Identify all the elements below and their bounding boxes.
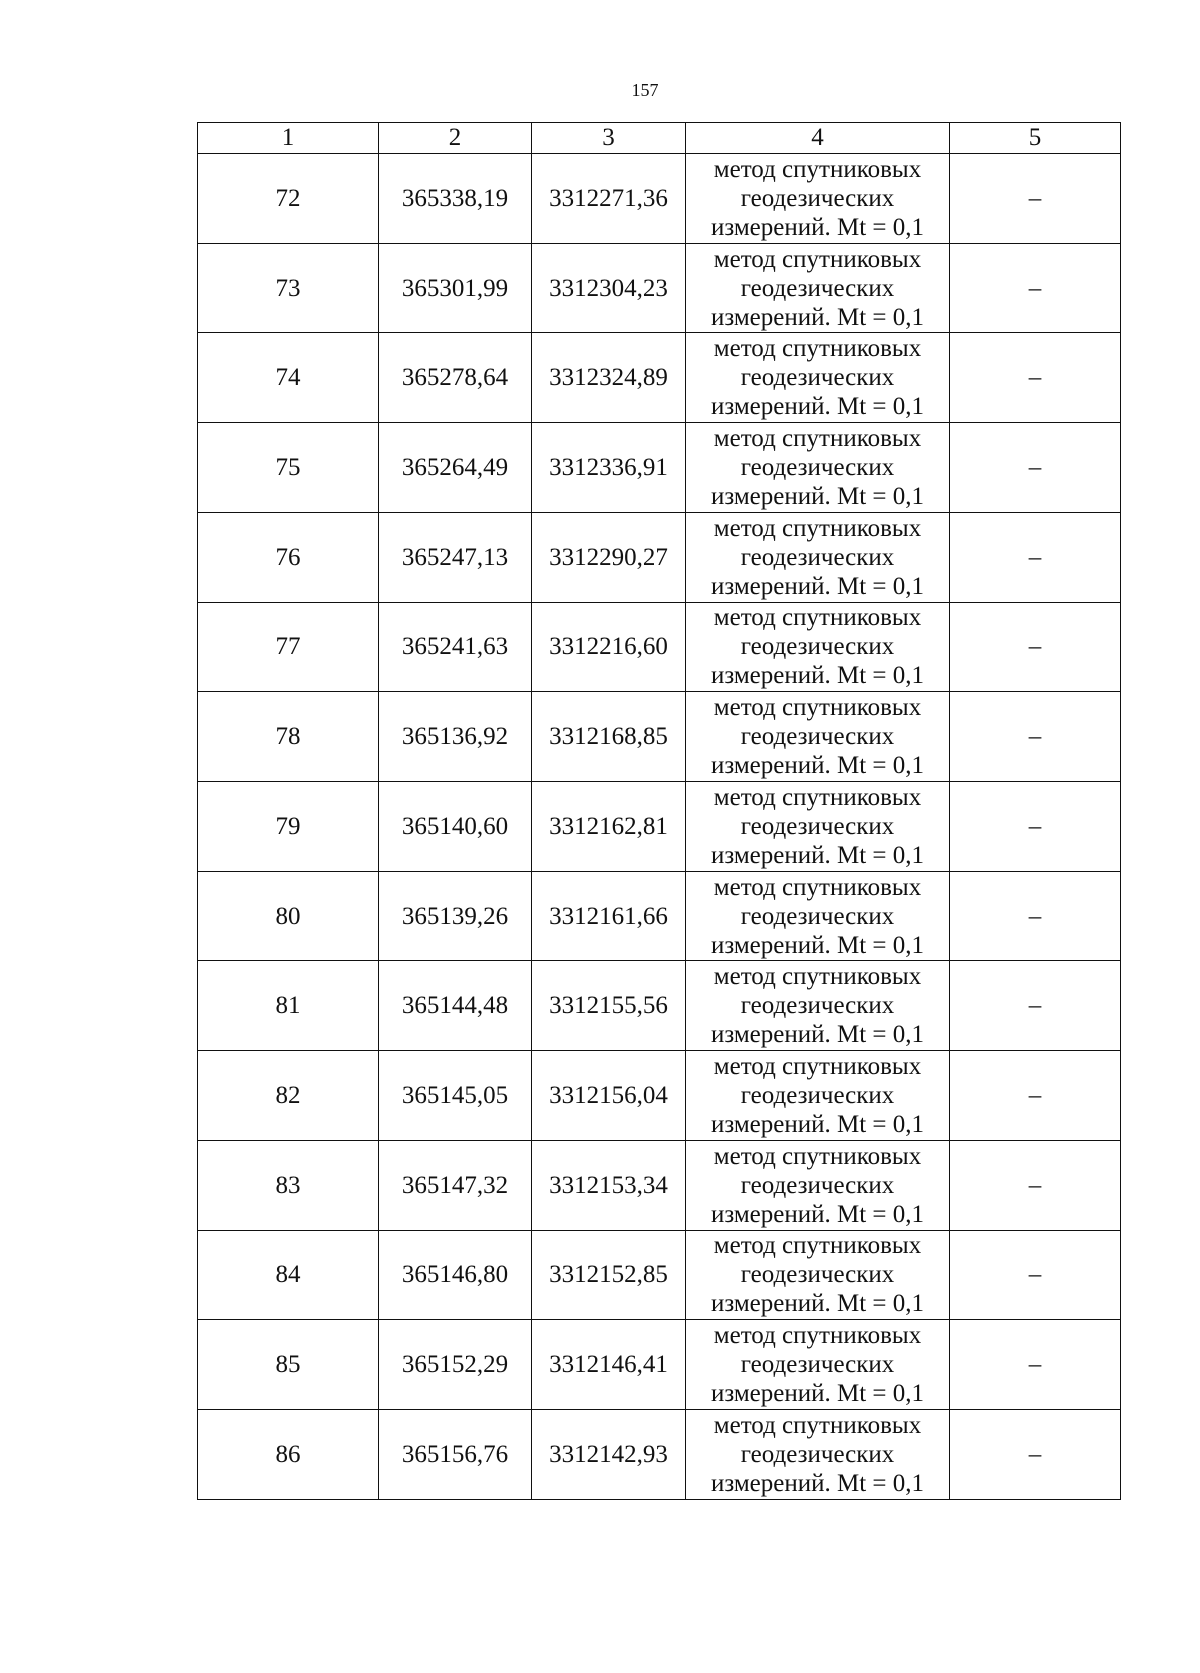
x-coordinate-cell: 365156,76 [379, 1410, 532, 1500]
point-number-cell: 72 [198, 154, 379, 244]
y-coordinate-cell: 3312146,41 [532, 1320, 686, 1410]
note-cell: – [950, 961, 1121, 1051]
table-row [198, 1230, 1121, 1320]
point-number-cell: 80 [198, 871, 379, 961]
column-header-5: 5 [950, 123, 1121, 154]
y-coordinate-cell: 3312152,85 [532, 1230, 686, 1320]
point-number-cell: 74 [198, 333, 379, 423]
x-coordinate-cell: 365338,19 [379, 154, 532, 244]
method-cell: метод спутниковых геодезических измерений. Mt = 0,1 [686, 333, 950, 423]
page-number: 157 [631, 80, 659, 100]
method-cell: метод спутниковых геодезических измерений. Mt = 0,1 [686, 1140, 950, 1230]
x-coordinate-cell: 365147,32 [379, 1140, 532, 1230]
method-cell: метод спутниковых геодезических измерений. Mt = 0,1 [686, 512, 950, 602]
table-header-row [198, 123, 1121, 154]
x-coordinate-cell: 365301,99 [379, 243, 532, 333]
table-row [198, 333, 1121, 423]
point-number-cell: 82 [198, 1051, 379, 1141]
table-row [198, 512, 1121, 602]
method-cell: метод спутниковых геодезических измерений. Mt = 0,1 [686, 154, 950, 244]
method-cell: метод спутниковых геодезических измерений. Mt = 0,1 [686, 1230, 950, 1320]
y-coordinate-cell: 3312162,81 [532, 782, 686, 872]
x-coordinate-cell: 365140,60 [379, 782, 532, 872]
y-coordinate-cell: 3312142,93 [532, 1410, 686, 1500]
note-cell: – [950, 1140, 1121, 1230]
note-cell: – [950, 871, 1121, 961]
method-cell: метод спутниковых геодезических измерений. Mt = 0,1 [686, 961, 950, 1051]
column-header-3: 3 [532, 123, 686, 154]
table-row [198, 961, 1121, 1051]
y-coordinate-cell: 3312168,85 [532, 692, 686, 782]
method-cell: метод спутниковых геодезических измерений. Mt = 0,1 [686, 243, 950, 333]
x-coordinate-cell: 365145,05 [379, 1051, 532, 1141]
table-row [198, 782, 1121, 872]
note-cell: – [950, 1230, 1121, 1320]
table-row [198, 602, 1121, 692]
table-row [198, 1410, 1121, 1500]
x-coordinate-cell: 365139,26 [379, 871, 532, 961]
method-cell: метод спутниковых геодезических измерений. Mt = 0,1 [686, 1410, 950, 1500]
y-coordinate-cell: 3312304,23 [532, 243, 686, 333]
point-number-cell: 83 [198, 1140, 379, 1230]
note-cell: – [950, 782, 1121, 872]
table-row [198, 243, 1121, 333]
table-row [198, 1320, 1121, 1410]
method-cell: метод спутниковых геодезических измерений. Mt = 0,1 [686, 423, 950, 513]
table-row [198, 871, 1121, 961]
note-cell: – [950, 333, 1121, 423]
y-coordinate-cell: 3312153,34 [532, 1140, 686, 1230]
y-coordinate-cell: 3312336,91 [532, 423, 686, 513]
table-row [198, 1140, 1121, 1230]
y-coordinate-cell: 3312216,60 [532, 602, 686, 692]
point-number-cell: 75 [198, 423, 379, 513]
point-number-cell: 81 [198, 961, 379, 1051]
column-header-1: 1 [198, 123, 379, 154]
y-coordinate-cell: 3312271,36 [532, 154, 686, 244]
point-number-cell: 86 [198, 1410, 379, 1500]
y-coordinate-cell: 3312161,66 [532, 871, 686, 961]
coordinates-table [197, 122, 1121, 1500]
note-cell: – [950, 602, 1121, 692]
x-coordinate-cell: 365247,13 [379, 512, 532, 602]
x-coordinate-cell: 365144,48 [379, 961, 532, 1051]
point-number-cell: 84 [198, 1230, 379, 1320]
y-coordinate-cell: 3312324,89 [532, 333, 686, 423]
method-cell: метод спутниковых геодезических измерений. Mt = 0,1 [686, 782, 950, 872]
note-cell: – [950, 1320, 1121, 1410]
method-cell: метод спутниковых геодезических измерений. Mt = 0,1 [686, 871, 950, 961]
note-cell: – [950, 154, 1121, 244]
x-coordinate-cell: 365146,80 [379, 1230, 532, 1320]
x-coordinate-cell: 365152,29 [379, 1320, 532, 1410]
note-cell: – [950, 243, 1121, 333]
x-coordinate-cell: 365136,92 [379, 692, 532, 782]
x-coordinate-cell: 365264,49 [379, 423, 532, 513]
note-cell: – [950, 692, 1121, 782]
y-coordinate-cell: 3312156,04 [532, 1051, 686, 1141]
x-coordinate-cell: 365241,63 [379, 602, 532, 692]
column-header-2: 2 [379, 123, 532, 154]
method-cell: метод спутниковых геодезических измерений. Mt = 0,1 [686, 1051, 950, 1141]
column-header-4: 4 [686, 123, 950, 154]
note-cell: – [950, 512, 1121, 602]
y-coordinate-cell: 3312290,27 [532, 512, 686, 602]
note-cell: – [950, 1410, 1121, 1500]
table-row [198, 423, 1121, 513]
note-cell: – [950, 423, 1121, 513]
point-number-cell: 76 [198, 512, 379, 602]
y-coordinate-cell: 3312155,56 [532, 961, 686, 1051]
table-row [198, 692, 1121, 782]
note-cell: – [950, 1051, 1121, 1141]
table-row [198, 1051, 1121, 1141]
point-number-cell: 78 [198, 692, 379, 782]
method-cell: метод спутниковых геодезических измерений. Mt = 0,1 [686, 1320, 950, 1410]
table-row [198, 154, 1121, 244]
point-number-cell: 73 [198, 243, 379, 333]
method-cell: метод спутниковых геодезических измерений. Mt = 0,1 [686, 602, 950, 692]
point-number-cell: 77 [198, 602, 379, 692]
point-number-cell: 85 [198, 1320, 379, 1410]
x-coordinate-cell: 365278,64 [379, 333, 532, 423]
method-cell: метод спутниковых геодезических измерений. Mt = 0,1 [686, 692, 950, 782]
point-number-cell: 79 [198, 782, 379, 872]
